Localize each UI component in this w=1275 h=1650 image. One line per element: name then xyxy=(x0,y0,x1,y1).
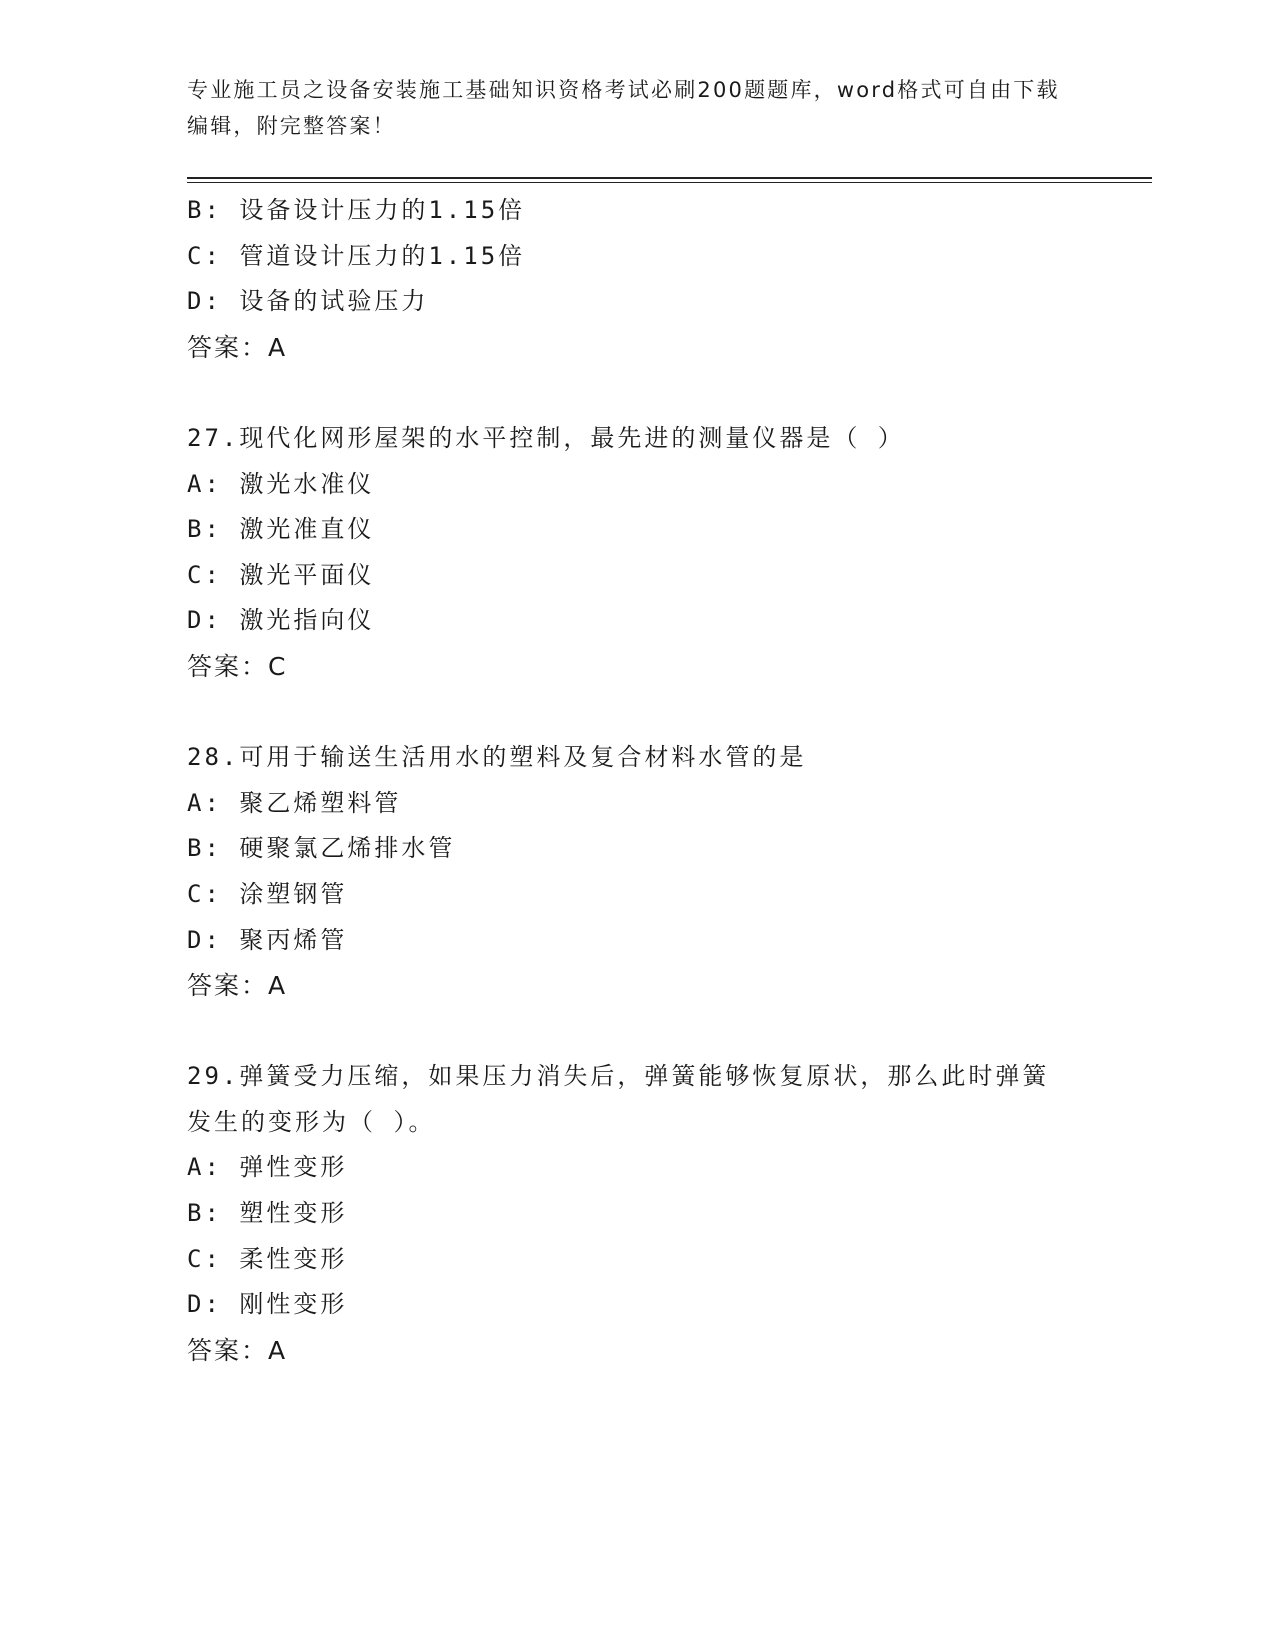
option-d: D: 激光指向仪 xyxy=(187,606,375,635)
option-a: A: 弹性变形 xyxy=(187,1153,348,1182)
spacer xyxy=(187,690,1137,736)
option-c: C: 激光平面仪 xyxy=(187,560,375,589)
option-d: D: 刚性变形 xyxy=(187,1290,348,1319)
document-header: 专业施工员之设备安装施工基础知识资格考试必刷200题题库，word格式可自由下载编辑，附完整答案！ xyxy=(187,78,1060,138)
option-c: C: 涂塑钢管 xyxy=(187,879,348,908)
option-b: B: 硬聚氯乙烯排水管 xyxy=(187,834,456,863)
answer: 答案：A xyxy=(187,332,288,362)
option-c: C: 管道设计压力的1.15倍 xyxy=(187,241,526,270)
spacer xyxy=(187,370,1137,416)
header-divider-thin xyxy=(187,182,1152,183)
answer: 答案：A xyxy=(187,971,288,1001)
answer: 答案：C xyxy=(187,651,288,681)
question-29 xyxy=(187,1054,1137,1373)
option-b: B: 塑性变形 xyxy=(187,1199,348,1228)
question-27 xyxy=(187,416,1137,690)
question-stem: 27.现代化网形屋架的水平控制，最先进的测量仪器是（ ） xyxy=(187,423,905,452)
header-divider-thick xyxy=(187,177,1152,179)
option-b: B: 激光准直仪 xyxy=(187,515,375,544)
question-stem: 29.弹簧受力压缩，如果压力消失后，弹簧能够恢复原状，那么此时弹簧发生的变形为（ ）。 xyxy=(187,1062,1050,1136)
option-b: B: 设备设计压力的1.15倍 xyxy=(187,196,526,224)
question-stem: 28.可用于输送生活用水的塑料及复合材料水管的是 xyxy=(187,743,807,772)
question-list xyxy=(187,188,1137,1373)
option-a: A: 聚乙烯塑料管 xyxy=(187,788,402,817)
option-c: C: 柔性变形 xyxy=(187,1244,348,1273)
spacer xyxy=(187,1009,1137,1055)
question-26 xyxy=(187,188,1137,370)
option-a: A: 激光水准仪 xyxy=(187,469,375,498)
answer: 答案：A xyxy=(187,1335,288,1365)
option-d: D: 设备的试验压力 xyxy=(187,287,429,316)
question-28 xyxy=(187,735,1137,1009)
option-d: D: 聚丙烯管 xyxy=(187,925,348,954)
